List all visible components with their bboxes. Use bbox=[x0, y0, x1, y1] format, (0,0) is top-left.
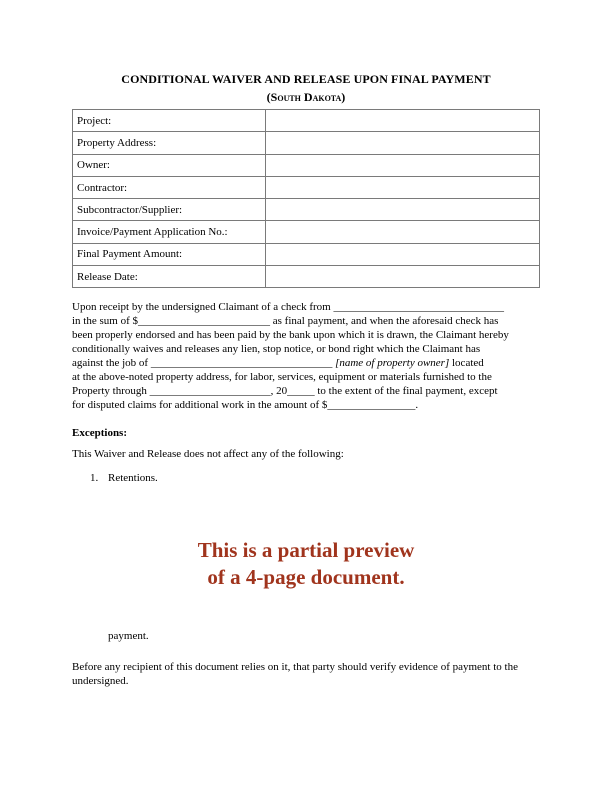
body-line-job bbox=[72, 356, 540, 370]
partial-preview-notice bbox=[72, 537, 540, 591]
exceptions-intro: This Waiver and Release does not affect any of the following: bbox=[72, 448, 344, 460]
info-table-row bbox=[73, 199, 540, 221]
job-line-suffix: located bbox=[452, 357, 484, 369]
info-table-row bbox=[73, 221, 540, 243]
document-title: CONDITIONAL WAIVER AND RELEASE UPON FINAL PAYMENT bbox=[121, 72, 491, 86]
info-value-field[interactable] bbox=[266, 221, 540, 243]
document-subtitle: (South Dakota) bbox=[266, 90, 346, 104]
body-line: for disputed claims for additional work in the amount of $________________. bbox=[72, 399, 419, 411]
info-value-field[interactable] bbox=[266, 243, 540, 265]
exceptions-heading: Exceptions: bbox=[72, 427, 127, 439]
info-table bbox=[72, 109, 540, 288]
owner-name-placeholder: [name of property owner] bbox=[335, 357, 450, 369]
exception-number: 1. bbox=[90, 472, 99, 484]
info-table-row bbox=[73, 243, 540, 265]
body-line: Upon receipt by the undersigned Claimant of a check from _______________________________ bbox=[72, 301, 504, 313]
body-line: at the above-noted property address, for labor, services, equipment or materials furnished to the bbox=[72, 371, 492, 383]
info-label: Subcontractor/Supplier: bbox=[73, 199, 266, 221]
info-table-row bbox=[73, 266, 540, 288]
cut-fragment-text: payment. bbox=[108, 633, 149, 642]
info-value-field[interactable] bbox=[266, 266, 540, 288]
info-table-row bbox=[73, 132, 540, 154]
preview-line-1: This is a partial preview bbox=[197, 538, 415, 562]
body-line: been properly endorsed and has been paid by the bank upon which it is drawn, the Claimant hereby bbox=[72, 329, 509, 341]
info-table-row bbox=[73, 176, 540, 198]
cut-off-text-fragment bbox=[108, 633, 149, 643]
preview-line-2: of a 4-page document. bbox=[207, 565, 405, 589]
body-line: Property through ______________________, 20_____ to the extent of the final payment, except bbox=[72, 385, 498, 397]
info-value-field[interactable] bbox=[266, 154, 540, 176]
info-table-row bbox=[73, 154, 540, 176]
info-label: Property Address: bbox=[73, 132, 266, 154]
closing-paragraph: Before any recipient of this document relies on it, that party should verify evidence of payment to the undersigned. bbox=[72, 661, 518, 687]
info-label: Owner: bbox=[73, 154, 266, 176]
info-value-field[interactable] bbox=[266, 110, 540, 132]
info-label: Invoice/Payment Application No.: bbox=[73, 221, 266, 243]
exception-text: Retentions. bbox=[108, 472, 158, 484]
info-table-row bbox=[73, 110, 540, 132]
info-value-field[interactable] bbox=[266, 176, 540, 198]
body-line: in the sum of $________________________ as final payment, and when the aforesaid check has bbox=[72, 315, 499, 327]
info-label: Project: bbox=[73, 110, 266, 132]
info-value-field[interactable] bbox=[266, 199, 540, 221]
exception-item bbox=[90, 472, 158, 484]
waiver-paragraph bbox=[72, 300, 540, 412]
job-line-prefix: against the job of _________________________________ bbox=[72, 357, 333, 369]
info-value-field[interactable] bbox=[266, 132, 540, 154]
body-line: conditionally waives and releases any lien, stop notice, or bond right which the Claimant has bbox=[72, 343, 481, 355]
info-label: Release Date: bbox=[73, 266, 266, 288]
info-label: Final Payment Amount: bbox=[73, 243, 266, 265]
info-label: Contractor: bbox=[73, 176, 266, 198]
